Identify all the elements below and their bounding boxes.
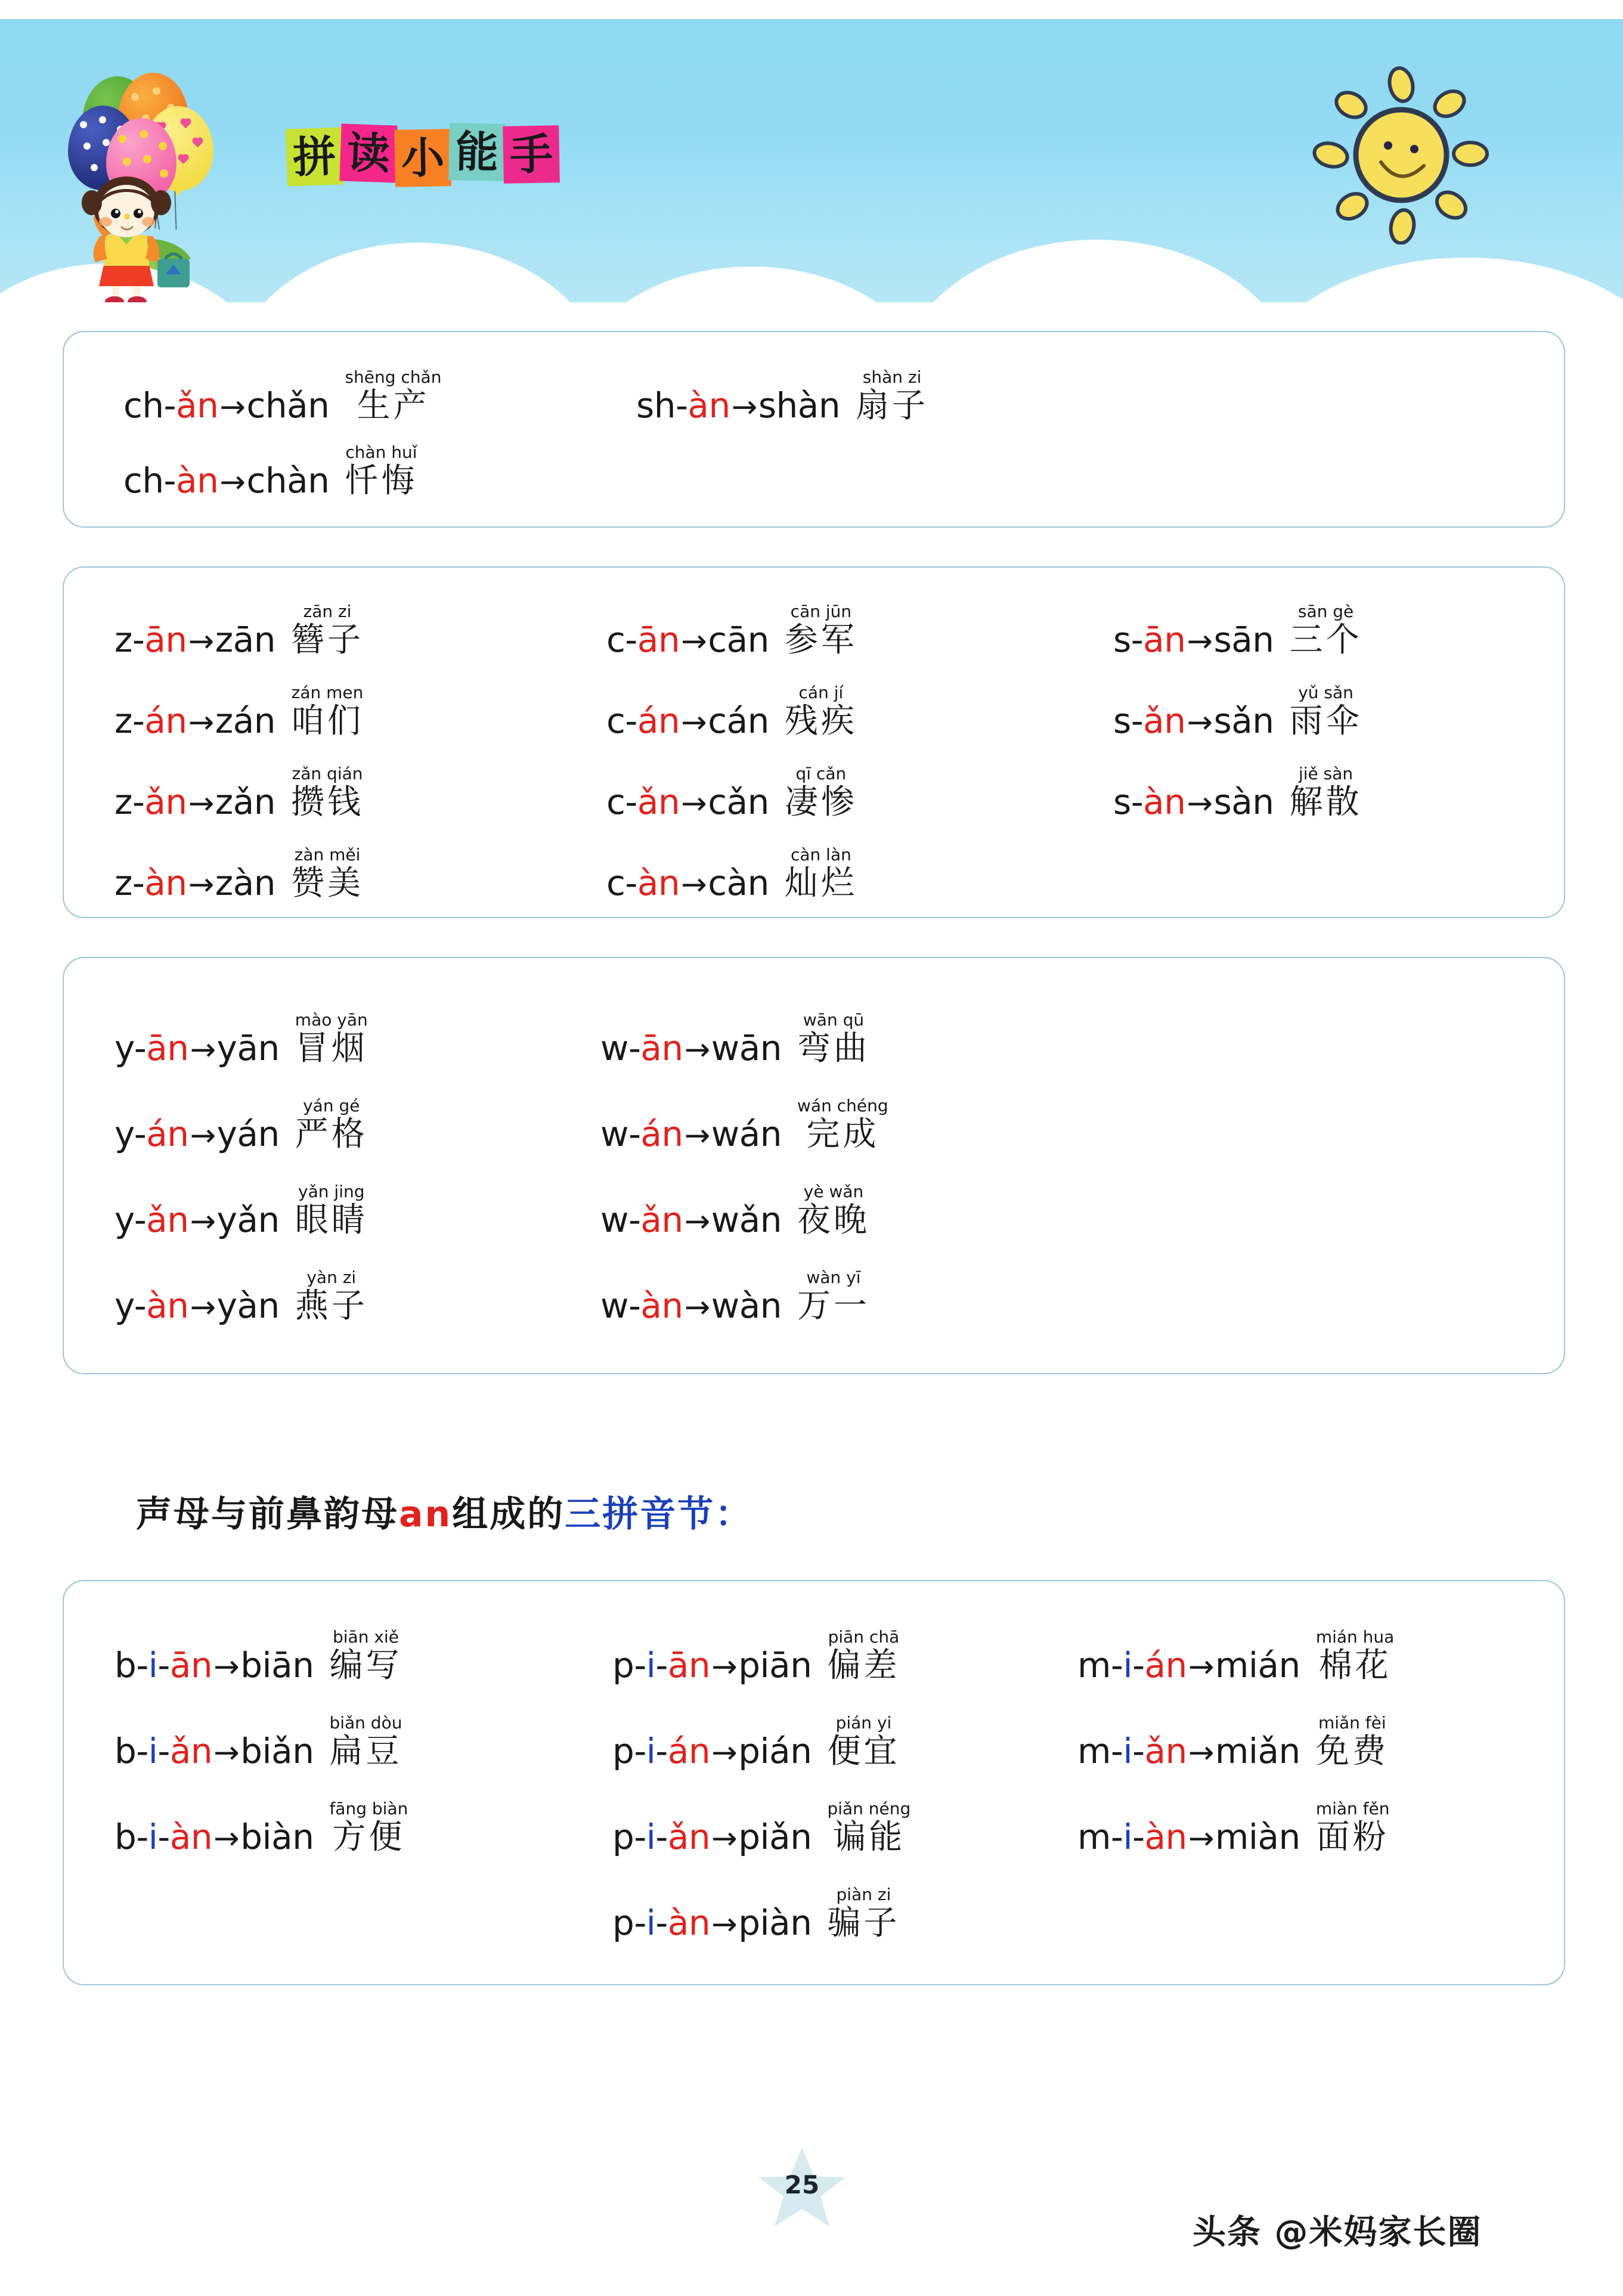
word-pinyin: yán gé [303, 1096, 360, 1116]
example-word [827, 1713, 900, 1771]
word-hanzi: 咱们 [291, 702, 364, 740]
table-row [612, 1713, 900, 1771]
word-hanzi: 攒钱 [291, 783, 364, 822]
word-pinyin: càn làn [790, 845, 851, 865]
example-word [827, 1886, 900, 1940]
table-row [123, 442, 418, 501]
syllable-breakdown: sh-àn→shàn [636, 385, 841, 426]
example-word [797, 1269, 870, 1323]
word-pinyin: yǔ sǎn [1298, 683, 1353, 702]
word-hanzi: 弯曲 [797, 1029, 871, 1068]
word-hanzi: 万一 [797, 1287, 871, 1325]
page-number: 25 [784, 2170, 820, 2199]
word-hanzi: 面粉 [1316, 1818, 1389, 1857]
word-pinyin: wán chéng [797, 1096, 888, 1116]
word-hanzi: 方便 [332, 1818, 405, 1857]
syllable-breakdown: p-i-ān→piān [612, 1645, 812, 1685]
word-hanzi: 免费 [1315, 1732, 1389, 1771]
example-word [1290, 603, 1362, 657]
syllable-breakdown: z-án→zán [114, 701, 276, 741]
title-char-block-0: 拼 [286, 127, 343, 186]
table-row [600, 1268, 871, 1326]
table-row [1113, 683, 1362, 741]
word-pinyin: miàn fěn [1315, 1799, 1390, 1818]
word-hanzi: 严格 [295, 1115, 368, 1154]
word-hanzi: 参军 [784, 621, 857, 659]
section-heading-part2: 组成的 [452, 1494, 565, 1535]
table-row [114, 845, 364, 903]
word-pinyin: fāng biàn [329, 1799, 408, 1818]
word-hanzi: 残疾 [784, 702, 857, 740]
syllable-breakdown: z-ǎn→zǎn [114, 782, 276, 822]
word-pinyin: zǎn qián [292, 764, 363, 783]
word-pinyin: mào yān [295, 1010, 368, 1030]
word-pinyin: shēng chǎn [345, 367, 442, 387]
example-word [329, 1713, 402, 1771]
word-hanzi: 雨伞 [1289, 702, 1362, 740]
example-word [784, 764, 857, 822]
table-row [606, 845, 857, 903]
example-word [291, 603, 364, 657]
syllable-breakdown: m-i-ǎn→miǎn [1077, 1731, 1300, 1771]
table-row [600, 1182, 871, 1240]
example-word [295, 1096, 368, 1154]
word-hanzi: 燕子 [295, 1287, 368, 1325]
example-word [785, 684, 857, 738]
word-pinyin: yàn zi [306, 1268, 357, 1287]
syllable-breakdown: z-àn→zàn [114, 863, 276, 903]
table-row [114, 764, 364, 822]
table-row [600, 1010, 871, 1068]
table-row [606, 764, 857, 822]
table-row [123, 367, 442, 426]
table-row [114, 1268, 368, 1326]
section-heading-colon: ： [715, 1494, 753, 1535]
table-row [606, 602, 857, 660]
syllable-breakdown: y-ān→yān [114, 1028, 280, 1068]
table-row [1113, 764, 1362, 822]
example-word [329, 1799, 408, 1857]
word-hanzi: 偏差 [827, 1646, 900, 1685]
syllable-card-ch-sh [63, 331, 1565, 528]
word-pinyin: miǎn fèi [1318, 1713, 1386, 1733]
example-word [295, 1269, 368, 1323]
word-hanzi: 凄惨 [784, 783, 857, 822]
example-word [827, 1629, 900, 1683]
syllable-breakdown: s-ǎn→sǎn [1113, 701, 1274, 741]
example-word [291, 764, 364, 822]
example-word [1315, 1799, 1390, 1857]
word-pinyin: shàn zi [862, 367, 922, 387]
word-hanzi: 解散 [1289, 783, 1362, 822]
syllable-breakdown: m-i-án→mián [1077, 1645, 1300, 1685]
word-pinyin: biān xiě [332, 1627, 399, 1647]
page-title [286, 123, 557, 184]
word-pinyin: piān chā [828, 1627, 900, 1647]
syllable-breakdown: z-ān→zān [114, 619, 276, 660]
syllable-breakdown: c-àn→càn [606, 863, 769, 903]
example-word [1289, 764, 1362, 822]
section-heading-three-part-syllable: 三拼音节 [565, 1494, 716, 1535]
syllable-card-y-w [63, 957, 1565, 1374]
example-word [295, 1010, 368, 1068]
word-hanzi: 生产 [357, 386, 430, 425]
section-heading [136, 1486, 752, 1537]
section-heading-part1: 声母与前鼻韵母 [136, 1494, 399, 1535]
syllable-breakdown: p-i-án→pián [612, 1731, 812, 1771]
example-word [797, 1182, 871, 1240]
example-word [827, 1799, 911, 1857]
table-row [1077, 1799, 1390, 1857]
word-hanzi: 扁豆 [329, 1732, 402, 1771]
table-row [114, 602, 364, 660]
table-row [114, 1096, 368, 1154]
word-hanzi: 三个 [1289, 621, 1362, 659]
word-pinyin: qī cǎn [795, 764, 847, 783]
syllable-breakdown: c-ān→cān [606, 619, 769, 660]
word-pinyin: zàn měi [294, 845, 361, 865]
table-row [636, 367, 929, 426]
syllable-breakdown: p-i-àn→piàn [612, 1903, 812, 1943]
word-hanzi: 忏悔 [345, 461, 418, 500]
example-word [1290, 684, 1362, 738]
word-pinyin: pián yi [835, 1713, 892, 1733]
syllable-breakdown: ch-àn→chàn [123, 460, 330, 501]
section-heading-an: an [399, 1494, 453, 1535]
table-row [612, 1799, 911, 1857]
word-hanzi: 灿烂 [784, 864, 857, 903]
example-word [291, 845, 364, 903]
example-word [797, 1096, 888, 1154]
word-pinyin: wān qū [803, 1010, 865, 1030]
example-word [797, 1010, 871, 1068]
syllable-card-b-p-m [63, 1580, 1565, 1985]
word-pinyin: chàn huǐ [345, 442, 417, 462]
word-hanzi: 夜晚 [797, 1201, 871, 1240]
word-hanzi: 谝能 [832, 1818, 906, 1857]
example-word [295, 1182, 368, 1240]
table-row [1113, 602, 1362, 660]
example-word [784, 845, 857, 903]
example-word [345, 369, 441, 423]
word-hanzi: 完成 [806, 1115, 879, 1154]
word-pinyin: piǎn néng [827, 1799, 911, 1818]
word-hanzi: 赞美 [291, 864, 364, 903]
syllable-breakdown: s-ān→sān [1113, 619, 1274, 660]
word-pinyin: yǎn jing [298, 1182, 365, 1201]
syllable-breakdown: y-án→yán [114, 1114, 280, 1154]
syllable-breakdown: w-án→wán [600, 1114, 782, 1154]
syllable-breakdown: b-i-àn→biàn [114, 1817, 314, 1857]
word-hanzi: 骗子 [827, 1904, 900, 1942]
word-pinyin: wàn yī [806, 1268, 861, 1287]
girl-illustration [67, 169, 195, 302]
header-banner [0, 19, 1623, 302]
word-pinyin: cán jí [798, 683, 844, 702]
example-word [785, 603, 857, 657]
example-word [856, 369, 928, 423]
example-word [345, 444, 417, 498]
table-row [114, 1713, 402, 1771]
word-pinyin: sān gè [1297, 602, 1354, 621]
word-pinyin: yè wǎn [803, 1182, 864, 1201]
example-word [291, 684, 364, 738]
title-char-block-4: 手 [503, 125, 560, 184]
table-row [1077, 1713, 1389, 1771]
syllable-breakdown: c-án→cán [606, 701, 769, 741]
word-hanzi: 冒烟 [295, 1029, 368, 1068]
syllable-breakdown: b-i-ān→biān [114, 1645, 314, 1685]
syllable-card-z-c-s [63, 566, 1565, 918]
table-row [114, 1799, 408, 1857]
table-row [1077, 1629, 1394, 1683]
example-word [1316, 1629, 1395, 1683]
syllable-breakdown: y-àn→yàn [114, 1285, 280, 1326]
syllable-breakdown: s-àn→sàn [1113, 782, 1274, 822]
syllable-breakdown: b-i-ǎn→biǎn [114, 1731, 314, 1771]
syllable-breakdown: ch-ǎn→chǎn [123, 385, 330, 426]
title-char-block-1: 读 [339, 123, 397, 182]
word-hanzi: 簪子 [291, 621, 364, 659]
word-hanzi: 扇子 [856, 386, 929, 425]
table-row [114, 1010, 368, 1068]
syllable-breakdown: w-àn→wàn [600, 1285, 782, 1326]
word-pinyin: jiě sàn [1298, 764, 1353, 783]
example-word [329, 1629, 402, 1683]
title-char-block-2: 小 [394, 129, 451, 187]
word-hanzi: 眼睛 [295, 1201, 368, 1240]
word-pinyin: cān jūn [790, 602, 852, 621]
word-hanzi: 便宜 [827, 1732, 900, 1771]
table-row [612, 1885, 900, 1943]
word-pinyin: mián hua [1315, 1627, 1395, 1647]
syllable-breakdown: m-i-àn→miàn [1077, 1817, 1300, 1857]
word-hanzi: 棉花 [1318, 1646, 1392, 1685]
word-pinyin: biǎn dòu [329, 1713, 402, 1733]
table-row [114, 1629, 402, 1683]
table-row [606, 683, 857, 741]
title-char-block-3: 能 [448, 123, 506, 181]
sun-icon [1312, 66, 1491, 244]
syllable-breakdown: w-ān→wān [600, 1028, 782, 1068]
word-pinyin: zān zi [303, 602, 352, 621]
syllable-breakdown: w-ǎn→wǎn [600, 1200, 782, 1240]
syllable-breakdown: c-ǎn→cǎn [606, 782, 769, 822]
word-pinyin: piàn zi [836, 1885, 891, 1904]
table-row [612, 1629, 900, 1683]
watermark-text: 头条 @米妈家长圈 [1193, 2213, 1482, 2252]
table-row [114, 1182, 368, 1240]
word-pinyin: zán men [291, 683, 364, 702]
table-row [600, 1096, 888, 1154]
word-hanzi: 编写 [329, 1646, 402, 1685]
example-word [1315, 1713, 1389, 1771]
table-row [114, 683, 364, 741]
syllable-breakdown: y-ǎn→yǎn [114, 1200, 280, 1240]
syllable-breakdown: p-i-ǎn→piǎn [612, 1817, 812, 1857]
